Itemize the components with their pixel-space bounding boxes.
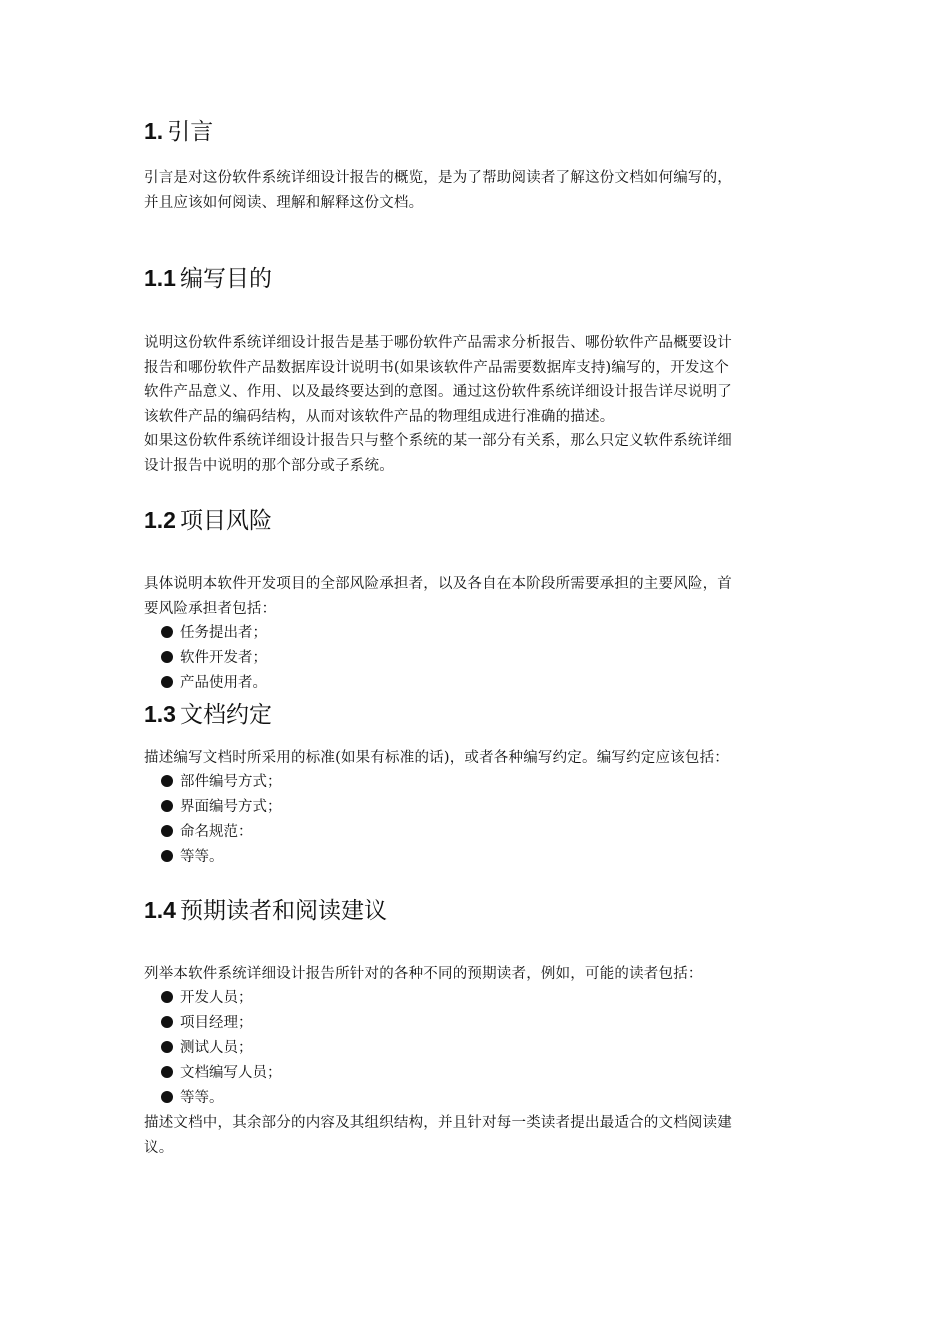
list-item	[161, 646, 267, 671]
bullet-icon	[161, 850, 173, 862]
bullet-icon	[161, 626, 173, 638]
risk-paragraph	[144, 572, 812, 621]
risk-line: 要风险承担者包括：	[144, 600, 277, 617]
list-item-text: 部件编号方式；	[180, 774, 282, 790]
heading-conventions-number: 1.3	[144, 701, 176, 727]
heading-purpose-title: 编写目的	[179, 266, 272, 292]
list-item-text: 任务提出者；	[180, 625, 267, 641]
list-item-text: 等等。	[180, 1090, 224, 1106]
list-item	[161, 1061, 282, 1086]
list-item	[161, 795, 282, 820]
bullet-icon	[161, 825, 173, 837]
heading-intro-number: 1.	[144, 118, 164, 144]
heading-conventions	[144, 699, 272, 730]
heading-purpose	[144, 263, 272, 294]
list-item-text: 等等。	[180, 849, 224, 865]
list-item	[161, 1036, 282, 1061]
heading-purpose-number: 1.1	[144, 265, 176, 291]
list-item	[161, 621, 267, 646]
list-item	[161, 820, 282, 845]
heading-readers	[144, 895, 387, 926]
intro-line: 并且应该如何阅读、理解和解释这份文档。	[144, 194, 424, 211]
list-item-text: 开发人员；	[180, 990, 253, 1006]
list-item-text: 项目经理；	[180, 1015, 253, 1031]
heading-risk-number: 1.2	[144, 507, 176, 533]
readers-closing-paragraph	[144, 1111, 812, 1160]
purpose-line: 说明这份软件系统详细设计报告是基于哪份软件产品需求分析报告、哪份软件产品概要设计	[144, 335, 732, 351]
purpose-line: 该软件产品的编码结构，从而对该软件产品的物理组成进行准确的描述。	[144, 408, 615, 425]
readers-line: 列举本软件系统详细设计报告所针对的各种不同的预期读者，例如，可能的读者包括：	[144, 966, 703, 982]
list-item	[161, 770, 282, 795]
list-item	[161, 986, 282, 1011]
intro-line: 引言是对这份软件系统详细设计报告的概览，是为了帮助阅读者了解这份文档如何编写的，	[144, 170, 732, 186]
heading-readers-number: 1.4	[144, 897, 176, 923]
intro-paragraph	[144, 166, 812, 215]
bullet-icon	[161, 775, 173, 787]
readers-closing-line: 议。	[144, 1139, 174, 1156]
bullet-icon	[161, 1016, 173, 1028]
bullet-icon	[161, 676, 173, 688]
purpose-line: 报告和哪份软件产品数据库设计说明书(如果该软件产品需要数据库支持)编写的，开发这个	[144, 359, 730, 376]
list-item	[161, 845, 282, 870]
bullet-icon	[161, 800, 173, 812]
heading-readers-title: 预期读者和阅读建议	[179, 898, 387, 924]
bullet-icon	[161, 1091, 173, 1103]
purpose-line: 设计报告中说明的那个部分或子系统。	[144, 457, 394, 474]
list-item-text: 测试人员；	[180, 1040, 253, 1056]
risk-bullet-list	[161, 621, 267, 696]
list-item-text: 命名规范：	[180, 824, 253, 840]
heading-risk-title: 项目风险	[179, 508, 272, 534]
readers-closing-line: 描述文档中，其余部分的内容及其组织结构，并且针对每一类读者提出最适合的文档阅读建	[144, 1115, 732, 1131]
list-item-text: 软件开发者；	[180, 650, 267, 666]
heading-intro	[144, 116, 213, 147]
list-item-text: 界面编号方式；	[180, 799, 282, 815]
conventions-paragraph	[144, 746, 812, 771]
purpose-line: 软件产品意义、作用、以及最终要达到的意图。通过这份软件系统详细设计报告详尽说明了	[144, 384, 732, 400]
heading-conventions-title: 文档约定	[179, 702, 272, 728]
bullet-icon	[161, 1041, 173, 1053]
bullet-icon	[161, 1066, 173, 1078]
conventions-line: 描述编写文档时所采用的标准(如果有标准的话)，或者各种编写约定。编写约定应该包括：	[144, 750, 730, 766]
bullet-icon	[161, 651, 173, 663]
purpose-line: 如果这份软件系统详细设计报告只与整个系统的某一部分有关系，那么只定义软件系统详细	[144, 433, 732, 449]
readers-bullet-list	[161, 986, 282, 1111]
risk-line: 具体说明本软件开发项目的全部风险承担者，以及各自在本阶段所需要承担的主要风险，首	[144, 576, 732, 592]
heading-intro-title: 引言	[167, 119, 214, 145]
conventions-bullet-list	[161, 770, 282, 870]
bullet-icon	[161, 991, 173, 1003]
purpose-paragraph	[144, 331, 812, 478]
list-item-text: 产品使用者。	[180, 675, 267, 691]
list-item	[161, 1086, 282, 1111]
list-item	[161, 1011, 282, 1036]
list-item	[161, 671, 267, 696]
list-item-text: 文档编写人员；	[180, 1065, 282, 1081]
readers-paragraph	[144, 962, 812, 987]
heading-risk	[144, 505, 272, 536]
